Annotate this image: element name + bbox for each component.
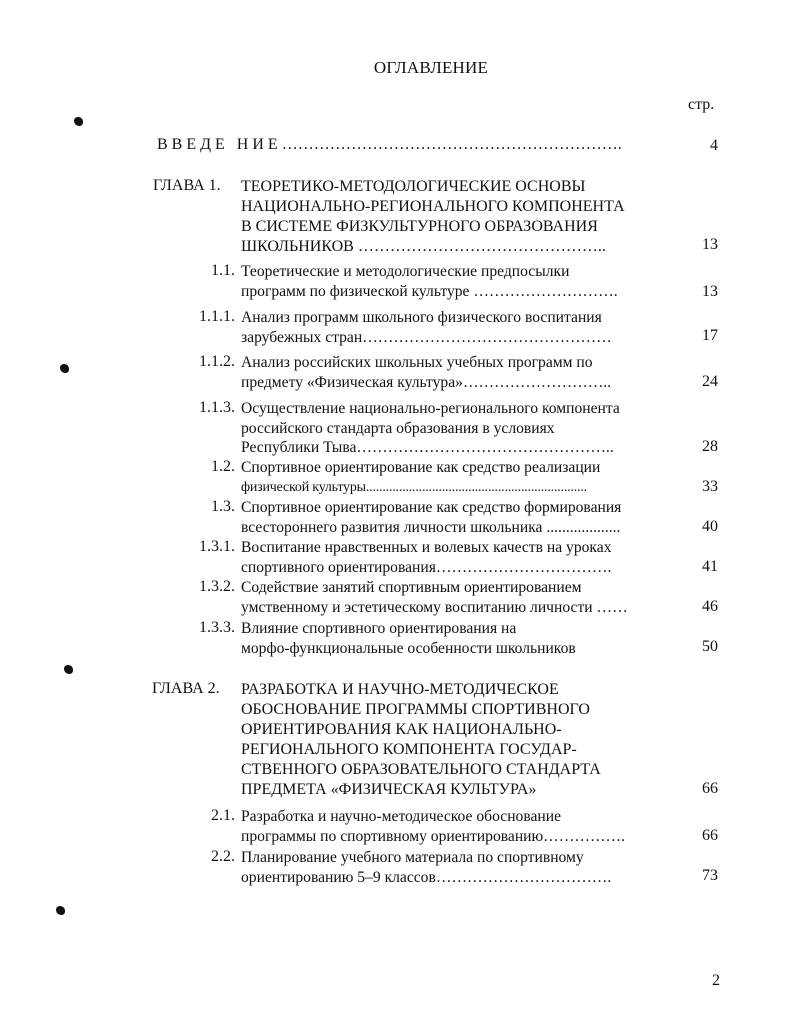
section-line: ориентированию 5–9 классов……………………………. <box>241 868 612 886</box>
chapter-2-title-line: ОРИЕНТИРОВАНИЯ КАК НАЦИОНАЛЬНО- <box>241 721 562 738</box>
section-page: 66 <box>702 827 718 844</box>
section-page: 24 <box>702 373 718 390</box>
chapter-2-title-line: ОБОСНОВАНИЕ ПРОГРАММЫ СПОРТИВНОГО <box>241 701 590 718</box>
section-line: предмету «Физическая культура»……………………….. <box>241 373 612 391</box>
binding-hole-mark <box>64 665 73 674</box>
section-line: Осуществление национально-регионального компонента <box>241 400 620 417</box>
section-number: 1.2. <box>211 458 235 475</box>
chapter-2-title-line: СТВЕННОГО ОБРАЗОВАТЕЛЬНОГО СТАНДАРТА <box>241 761 601 778</box>
chapter-1-title-line: В СИСТЕМЕ ФИЗКУЛЬТУРНОГО ОБРАЗОВАНИЯ <box>241 218 598 235</box>
chapter-2-label: ГЛАВА 2. <box>152 680 220 697</box>
section-1-1-2[interactable] <box>241 353 611 392</box>
section-2-1[interactable] <box>241 807 625 846</box>
section-1-3-3[interactable] <box>241 619 576 658</box>
binding-hole-mark <box>56 906 65 915</box>
chapter-1-page: 13 <box>702 236 718 253</box>
binding-hole-mark <box>74 117 83 126</box>
section-line: Содействие занятий спортивным ориентированием <box>241 579 582 596</box>
section-line: Анализ программ школьного физического воспитания <box>241 309 602 326</box>
section-line: программы по спортивному ориентированию……………. <box>241 827 626 845</box>
chapter-1-title-line: ШКОЛЬНИКОВ ……………………………………….. <box>241 238 606 255</box>
section-line: умственному и эстетическому воспитанию личности …… <box>241 598 628 616</box>
section-line: программ по физической культуре ………………………. <box>241 282 618 300</box>
section-line: Спортивное ориентирование как средство формирования <box>241 499 622 516</box>
section-1-3[interactable] <box>241 498 621 537</box>
section-number: 2.2. <box>211 848 235 865</box>
section-page: 40 <box>702 518 718 535</box>
section-number: 1.3. <box>211 498 235 515</box>
binding-hole-mark <box>60 364 69 373</box>
section-page: 73 <box>702 867 718 884</box>
page-number: 2 <box>712 972 720 989</box>
section-1-2[interactable] <box>241 458 600 497</box>
toc-intro-title: ВВЕДЕ НИЕ <box>157 136 282 153</box>
chapter-2-title-line: РЕГИОНАЛЬНОГО КОМПОНЕНТА ГОСУДАР- <box>241 741 577 758</box>
section-1-1[interactable] <box>241 262 618 301</box>
section-line: Республики Тыва………………………………………….. <box>241 439 614 457</box>
section-number: 1.3.3. <box>199 619 235 636</box>
section-number: 2.1. <box>211 807 235 824</box>
section-number: 1.1.2. <box>199 353 235 370</box>
section-number: 1.1.1. <box>199 308 235 325</box>
section-1-1-3[interactable] <box>241 399 620 458</box>
section-1-3-1[interactable] <box>241 538 612 577</box>
section-line: зарубежных стран………………………………………… <box>241 328 612 346</box>
section-page: 13 <box>702 283 718 300</box>
section-number: 1.3.2. <box>199 578 235 595</box>
chapter-2-title-line: ПРЕДМЕТА «ФИЗИЧЕСКАЯ КУЛЬТУРА» <box>241 781 537 798</box>
section-1-3-2[interactable] <box>241 578 628 617</box>
section-page: 28 <box>702 438 718 455</box>
section-line: всестороннего развития личности школьника ................... <box>241 518 621 536</box>
chapter-1-label: ГЛАВА 1. <box>153 177 221 194</box>
toc-intro-dots: ………………………………………………………. <box>281 136 622 153</box>
section-page: 50 <box>702 638 718 655</box>
section-page: 33 <box>702 478 718 495</box>
section-line: морфо-функциональные особенности школьников <box>241 639 576 657</box>
section-number: 1.3.1. <box>199 538 235 555</box>
section-line: Теоретические и методологические предпосылки <box>241 263 570 280</box>
chapter-1-title-line: НАЦИОНАЛЬНО-РЕГИОНАЛЬНОГО КОМПОНЕНТА <box>241 198 625 215</box>
section-line: Воспитание нравственных и волевых качеств на уроках <box>241 539 612 556</box>
page-column-label: стр. <box>688 96 715 113</box>
chapter-2-title[interactable] <box>241 680 661 800</box>
toc-intro[interactable] <box>157 136 622 154</box>
section-line: Анализ российских школьных учебных программ по <box>241 354 593 371</box>
section-page: 17 <box>702 327 718 344</box>
section-page: 41 <box>702 558 718 575</box>
toc-intro-page: 4 <box>710 137 718 154</box>
section-line: Разработка и научно-методическое обоснование <box>241 808 562 825</box>
section-number: 1.1.3. <box>199 399 235 416</box>
section-line: российского стандарта образования в условиях <box>241 419 555 437</box>
page-title: ОГЛАВЛЕНИЕ <box>373 58 489 77</box>
chapter-2-page: 66 <box>702 780 718 797</box>
section-1-1-1[interactable] <box>241 308 612 347</box>
section-number: 1.1. <box>211 262 235 279</box>
section-page: 46 <box>702 598 718 615</box>
section-line: Влияние спортивного ориентирования на <box>241 620 517 637</box>
section-line: физической культуры................................................................... <box>241 479 587 495</box>
chapter-1-title[interactable] <box>241 177 661 257</box>
section-line: спортивного ориентирования……………………………. <box>241 558 612 576</box>
section-2-2[interactable] <box>241 848 611 887</box>
chapter-2-title-line: РАЗРАБОТКА И НАУЧНО-МЕТОДИЧЕСКОЕ <box>241 681 559 698</box>
section-line: Планирование учебного материала по спортивному <box>241 849 584 866</box>
chapter-1-title-line: ТЕОРЕТИКО-МЕТОДОЛОГИЧЕСКИЕ ОСНОВЫ <box>241 178 586 195</box>
section-line: Спортивное ориентирование как средство реализации <box>241 459 601 476</box>
